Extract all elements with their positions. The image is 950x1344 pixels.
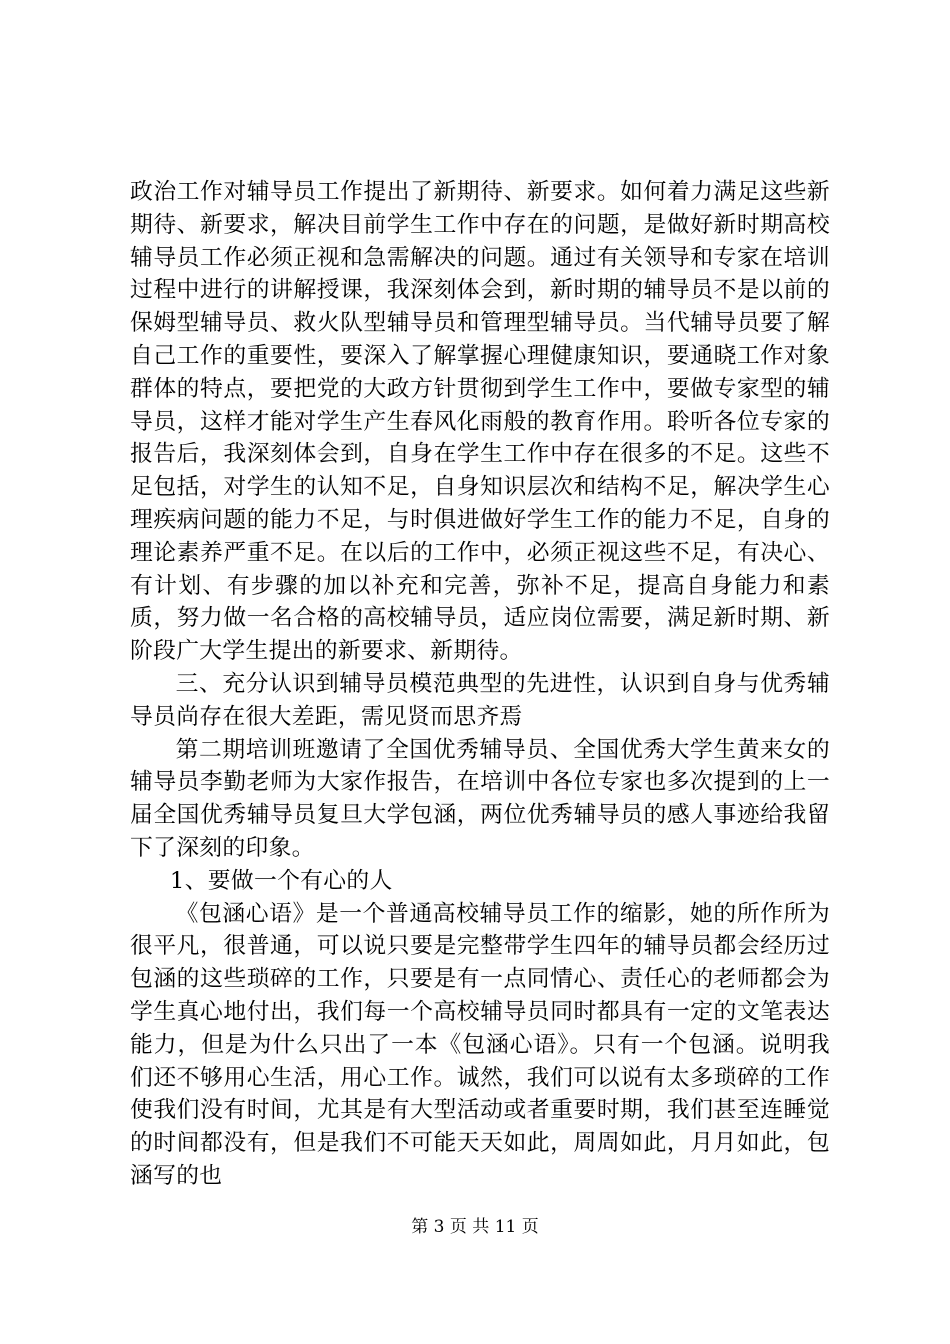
paragraph-continuation: 政治工作对辅导员工作提出了新期待、新要求。如何着力满足这些新期待、新要求，解决目前学生工作中存在的问题，是做好新时期高校辅导员工作必须正视和急需解决的问题。通过有关领导和专家在培训过程中进行的讲解授课，我深刻体会到，新时期的辅导员不是以前的保姆型辅导员、救火队型辅导员和管理型辅导员。当代辅导员要了解自己工作的重要性，要深入了解掌握心理健康知识，要通晓工作对象群体的特点，要把党的大政方针贯彻到学生工作中，要做专家型的辅导员，这样才能对学生产生春风化雨般的教育作用。聆听各位专家的报告后，我深刻体会到，自身在学生工作中存在很多的不足。这些不足包括，对学生的认知不足，自身知识层次和结构不足，解决学生心理疾病问题的能力不足，与时俱进做好学生工作的能力不足，自身的理论素养严重不足。在以后的工作中，必须正视这些不足，有决心、有计划、有步骤的加以补充和完善，弥补不足，提高自身能力和素质，努力做一名合格的高校辅导员，适应岗位需要，满足新时期、新阶段广大学生提出的新要求、新期待。 [130, 179, 830, 665]
subheading-1: 1、要做一个有心的人 [169, 867, 393, 894]
paragraph-training: 第二期培训班邀请了全国优秀辅导员、全国优秀大学生黄来女的辅导员李勤老师为大家作报告，在培训中各位专家也多次提到的上一届全国优秀辅导员复旦大学包涵，两位优秀辅导员的感人事迹给我留下了深刻的印象。 [130, 736, 830, 861]
paragraph-baohan: 《包涵心语》是一个普通高校辅导员工作的缩影，她的所作所为很平凡，很普通，可以说只要是完整带学生四年的辅导员都会经历过包涵的这些琐碎的工作，只要是有一点同情心、责任心的老师都会为学生真心地付出，我们每一个高校辅导员同时都具有一定的文笔表达能力，但是为什么只出了一本《包涵心语》。只有一个包涵。说明我们还不够用心生活，用心工作。诚然，我们可以说有太多琐碎的工作使我们没有时间，尤其是有大型活动或者重要时期，我们甚至连睡觉的时间都没有，但是我们不可能天天如此，周周如此，月月如此，包涵写的也 [130, 900, 830, 1189]
document-body [130, 176, 830, 1193]
section-heading-3: 三、充分认识到辅导员模范典型的先进性，认识到自身与优秀辅导员尚存在很大差距，需见贤而思齐焉 [130, 670, 830, 730]
page-footer: 第 3 页 共 11 页 [411, 1217, 539, 1237]
